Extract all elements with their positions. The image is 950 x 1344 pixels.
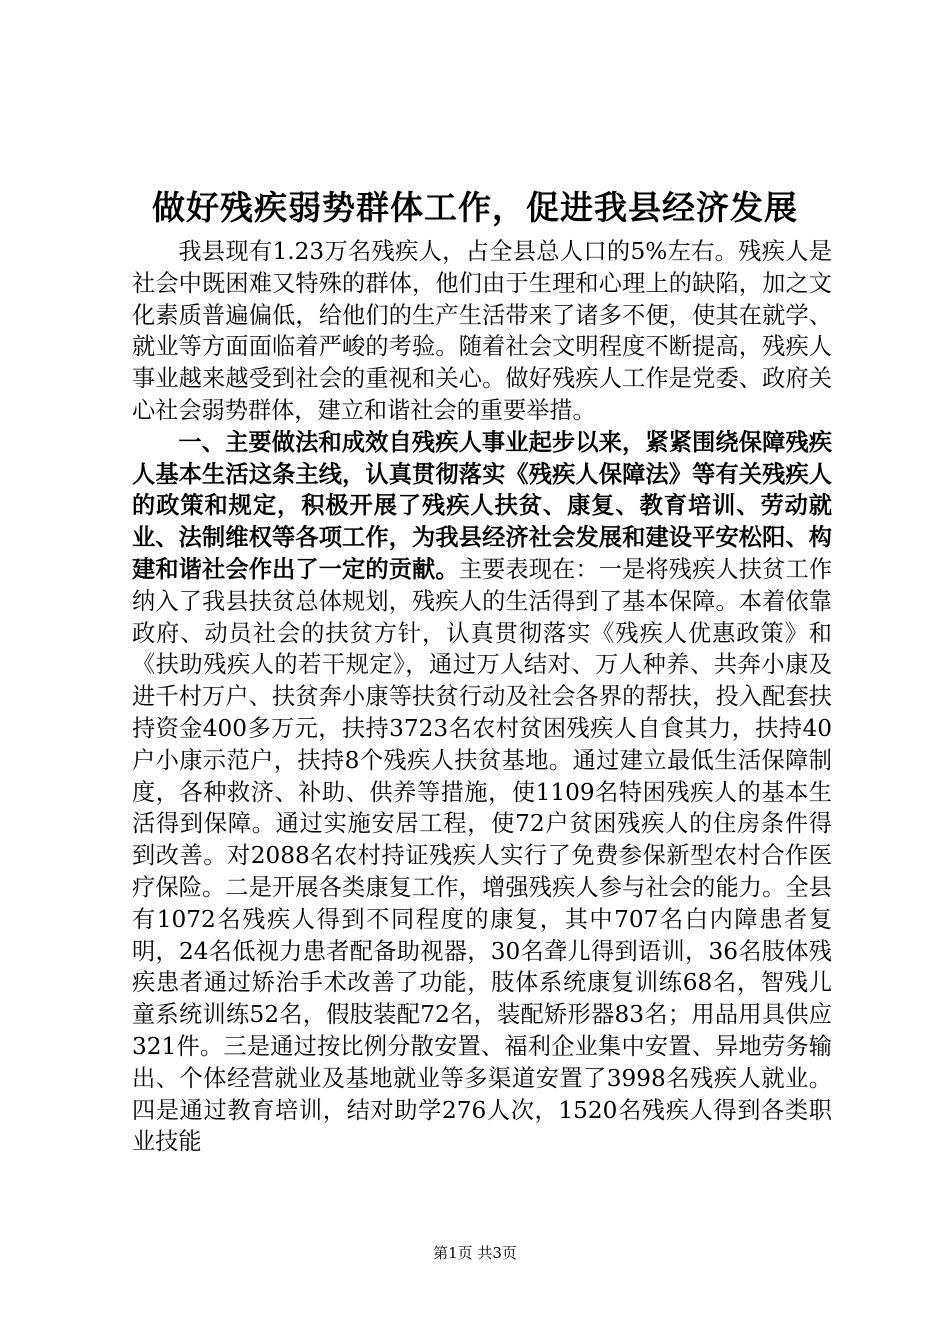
document-title: 做好残疾弱势群体工作，促进我县经济发展 — [152, 188, 798, 227]
paragraph-section-one — [132, 427, 832, 1158]
section-one-heading: 一、主要做法和成效自残疾人事业起步以来，紧紧围绕保障残疾人基本生活这条主线，认真贯彻落实《残疾人保障法》等有关残疾人的政策和规定，积极开展了残疾人扶贫、康复、教育培训、劳动就业、法制维权等各项工作，为我县经济社会发展和建设平安松阳、构建和谐社会作出了一定的贡献。 — [132, 428, 832, 583]
page-number-footer: 第1页 共3页 — [433, 1244, 517, 1262]
document-body — [132, 236, 832, 1158]
paragraph-intro — [132, 236, 832, 427]
paragraph-intro-text: 我县现有1.23万名残疾人，占全县总人口的5%左右。残疾人是社会中既困难又特殊的群体，他们由于生理和心理上的缺陷，加之文化素质普遍偏低，给他们的生产生活带来了诸多不便，使其在就学、就业等方面面临着严峻的考验。随着社会文明程度不断提高，残疾人事业越来越受到社会的重视和关心。做好残疾人工作是党委、政府关心社会弱势群体，建立和谐社会的重要举措。 — [132, 238, 832, 424]
section-one-text: 主要表现在：一是将残疾人扶贫工作纳入了我县扶贫总体规划，残疾人的生活得到了基本保障。本着依靠政府、动员社会的扶贫方针，认真贯彻落实《残疾人优惠政策》和《扶助残疾人的若干规定》，通过万人结对、万人种养、共奔小康及进千村万户、扶贫奔小康等扶贫行动及社会各界的帮扶，投入配套扶持资金400多万元，扶持3723名农村贫困残疾人自食其力，扶持40户小康示范户，扶持8个残疾人扶贫基地。通过建立最低生活保障制度，各种救济、补助、供养等措施，使1109名特困残疾人的基本生活得到保障。通过实施安居工程，使72户贫困残疾人的住房条件得到改善。对2088名农村持证残疾人实行了免费参保新型农村合作医疗保险。二是开展各类康复工作，增强残疾人参与社会的能力。全县有1072名残疾人得到不同程度的康复，其中707名白内障患者复明，24名低视力患者配备助视器，30名聋儿得到语训，36名肢体残疾患者通过矫治手术改善了功能，肢体系统康复训练68名，智残儿童系统训练52名，假肢装配72名，装配矫形器83名；用品用具供应321件。三是通过按比例分散安置、福利企业集中安置、异地劳务输出、个体经营就业及基地就业等多渠道安置了3998名残疾人就业。四是通过教育培训，结对助学276人次，1520名残疾人得到各类职业技能 — [132, 555, 833, 1156]
